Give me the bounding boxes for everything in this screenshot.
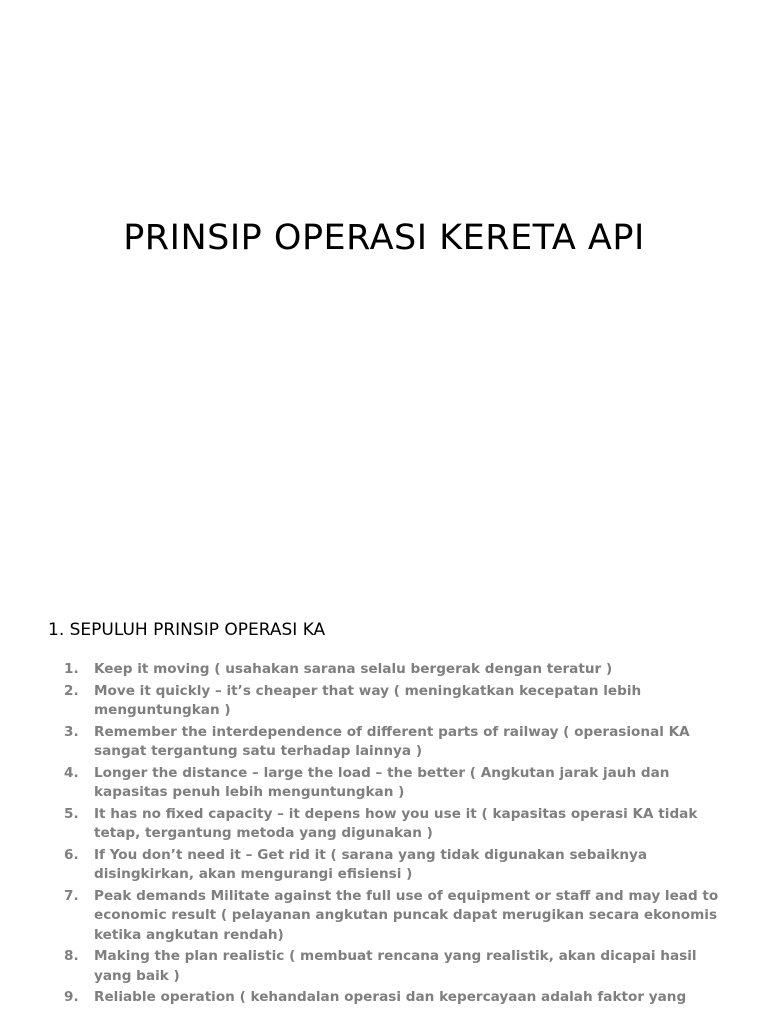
item-text: It has no fixed capacity – it depens how you use it ( kapasitas operasi KA tidak tetap, tergantung metoda yang digunakan ): [94, 805, 698, 841]
item-text: Move it quickly – it’s cheaper that way ( meningkatkan kecepatan lebih menguntungkan ): [94, 682, 642, 718]
item-text: If You don’t need it – Get rid it ( sarana yang tidak digunakan sebaiknya disingkirkan, akan mengurangi efisiensi ): [94, 846, 648, 882]
list-item: [0, 947, 768, 986]
list-item: [0, 805, 768, 844]
item-number: 2.: [64, 682, 79, 699]
list-item: [0, 682, 768, 721]
item-number: 3.: [64, 723, 79, 740]
item-text: Keep it moving ( usahakan sarana selalu bergerak dengan teratur ): [94, 661, 613, 677]
content-slide: [0, 576, 768, 1024]
list-item: [0, 846, 768, 885]
item-number: 8.: [64, 948, 79, 964]
slide-title: PRINSIP OPERASI KERETA API: [123, 218, 645, 258]
list-item: [0, 887, 768, 946]
list-item: [0, 988, 768, 1008]
principles-list: [0, 660, 768, 1010]
item-number: 5.: [64, 805, 79, 822]
item-number: 7.: [64, 887, 79, 904]
item-number: 6.: [64, 846, 79, 863]
list-item: [0, 764, 768, 803]
item-number: 4.: [64, 764, 79, 781]
item-text: Reliable operation ( kehandalan operasi dan kepercayaan adalah faktor yang: [94, 989, 687, 1005]
item-text: Making the plan realistic ( membuat rencana yang realistik, akan dicapai hasil yang baik ): [94, 948, 697, 984]
section-heading: 1. SEPULUH PRINSIP OPERASI KA: [48, 620, 326, 640]
item-text: Longer the distance – large the load – the better ( Angkutan jarak jauh dan kapasitas penuh lebih menguntungkan ): [94, 764, 670, 800]
list-item: [0, 660, 768, 680]
item-number: 9.: [64, 989, 79, 1005]
item-text: Remember the interdependence of different parts of railway ( operasional KA sangat tergantung satu terhadap lainnya ): [94, 723, 690, 759]
item-number: 1.: [64, 661, 79, 677]
item-text: Peak demands Militate against the full use of equipment or staff and may lead to economic result ( pelayanan angkutan puncak dapat merugikan secara ekonomis ketika angkutan rendah): [94, 887, 719, 943]
list-item: [0, 723, 768, 762]
